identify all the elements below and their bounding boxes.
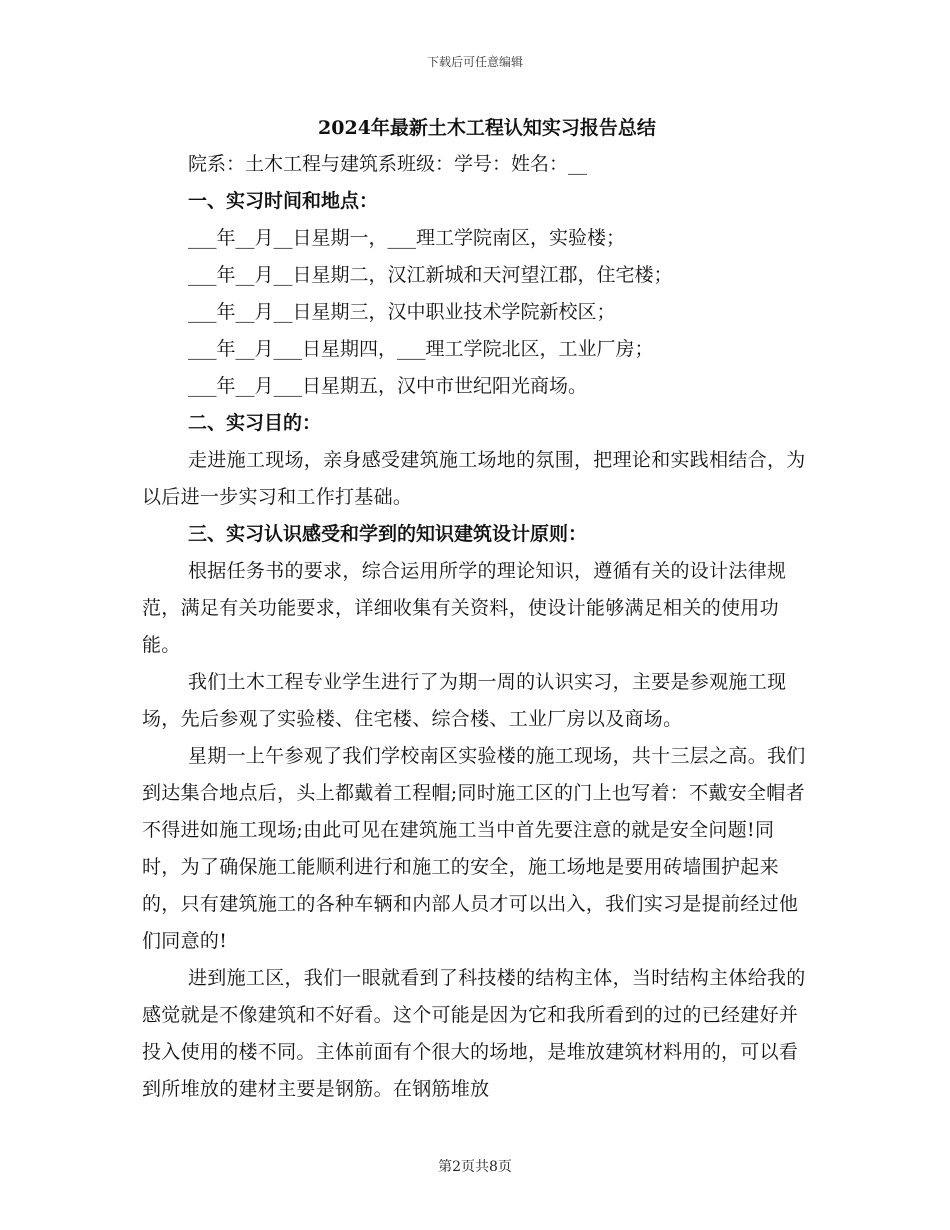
section3-paragraph: 星期一上午参观了我们学校南区实验楼的施工现场，共十三层之高。我们到达集合地点后，头上都戴着工程帽;同时施工区的门上也写着：不戴安全帽者不得进如施工现场;由此可见在建筑施工当中首先要注意的就是安全问题!同时，为了确保施工能顺利进行和施工的安全，施工场地是要用砖墙围护起来的，只有建筑施工的各种车辆和内部人员才可以出入，我们实习是提前经过他们同意的! xyxy=(142,745,806,952)
document-title: 2024年最新土木工程认知实习报告总结 xyxy=(318,117,656,139)
schedule-item: ___年__月___日星期四，___理工学院北区，工业厂房； xyxy=(188,338,654,360)
section3-paragraph: 进到施工区，我们一眼就看到了科技楼的结构主体，当时结构主体给我的感觉就是不像建筑和不好看。这个可能是因为它和我所看到的过的已经建好并投入使用的楼不同。主体前面有个很大的场地，是堆放建筑材料用的，可以看到所堆放的建材主要是钢筋。在钢筋堆放 xyxy=(142,967,806,1100)
schedule-item: ___年__月__日星期二，汉江新城和天河望江郡，住宅楼； xyxy=(188,264,673,286)
info-line: 院系：土木工程与建筑系班级：学号：姓名：__ xyxy=(188,153,588,175)
section3-heading: 三、实习认识感受和学到的知识建筑设计原则： xyxy=(188,523,588,545)
schedule-item: ___年__月__日星期一，___理工学院南区，实验楼； xyxy=(188,227,626,249)
header-note: 下载后可任意编辑 xyxy=(426,55,523,69)
section2-paragraph: 走进施工现场，亲身感受建筑施工场地的氛围，把理论和实践相结合，为以后进一步实习和工作打基础。 xyxy=(142,449,806,508)
document-page xyxy=(142,110,812,1108)
section2-heading: 二、实习目的： xyxy=(188,412,322,434)
section1-heading: 一、实习时间和地点： xyxy=(188,190,379,212)
schedule-item: ___年__月__日星期三，汉中职业技术学院新校区； xyxy=(188,301,616,323)
page-number-footer: 第2页共8页 xyxy=(438,1159,512,1175)
section3-paragraph: 根据任务书的要求，综合运用所学的理论知识，遵循有关的设计法律规范，满足有关功能要求，详细收集有关资料，使设计能够满足相关的使用功能。 xyxy=(142,560,787,656)
section3-paragraph: 我们土木工程专业学生进行了为期一周的认识实习，主要是参观施工现场，先后参观了实验楼、住宅楼、综合楼、工业厂房以及商场。 xyxy=(142,671,787,730)
schedule-item: ___年__月___日星期五，汉中市世纪阳光商场。 xyxy=(188,375,588,397)
